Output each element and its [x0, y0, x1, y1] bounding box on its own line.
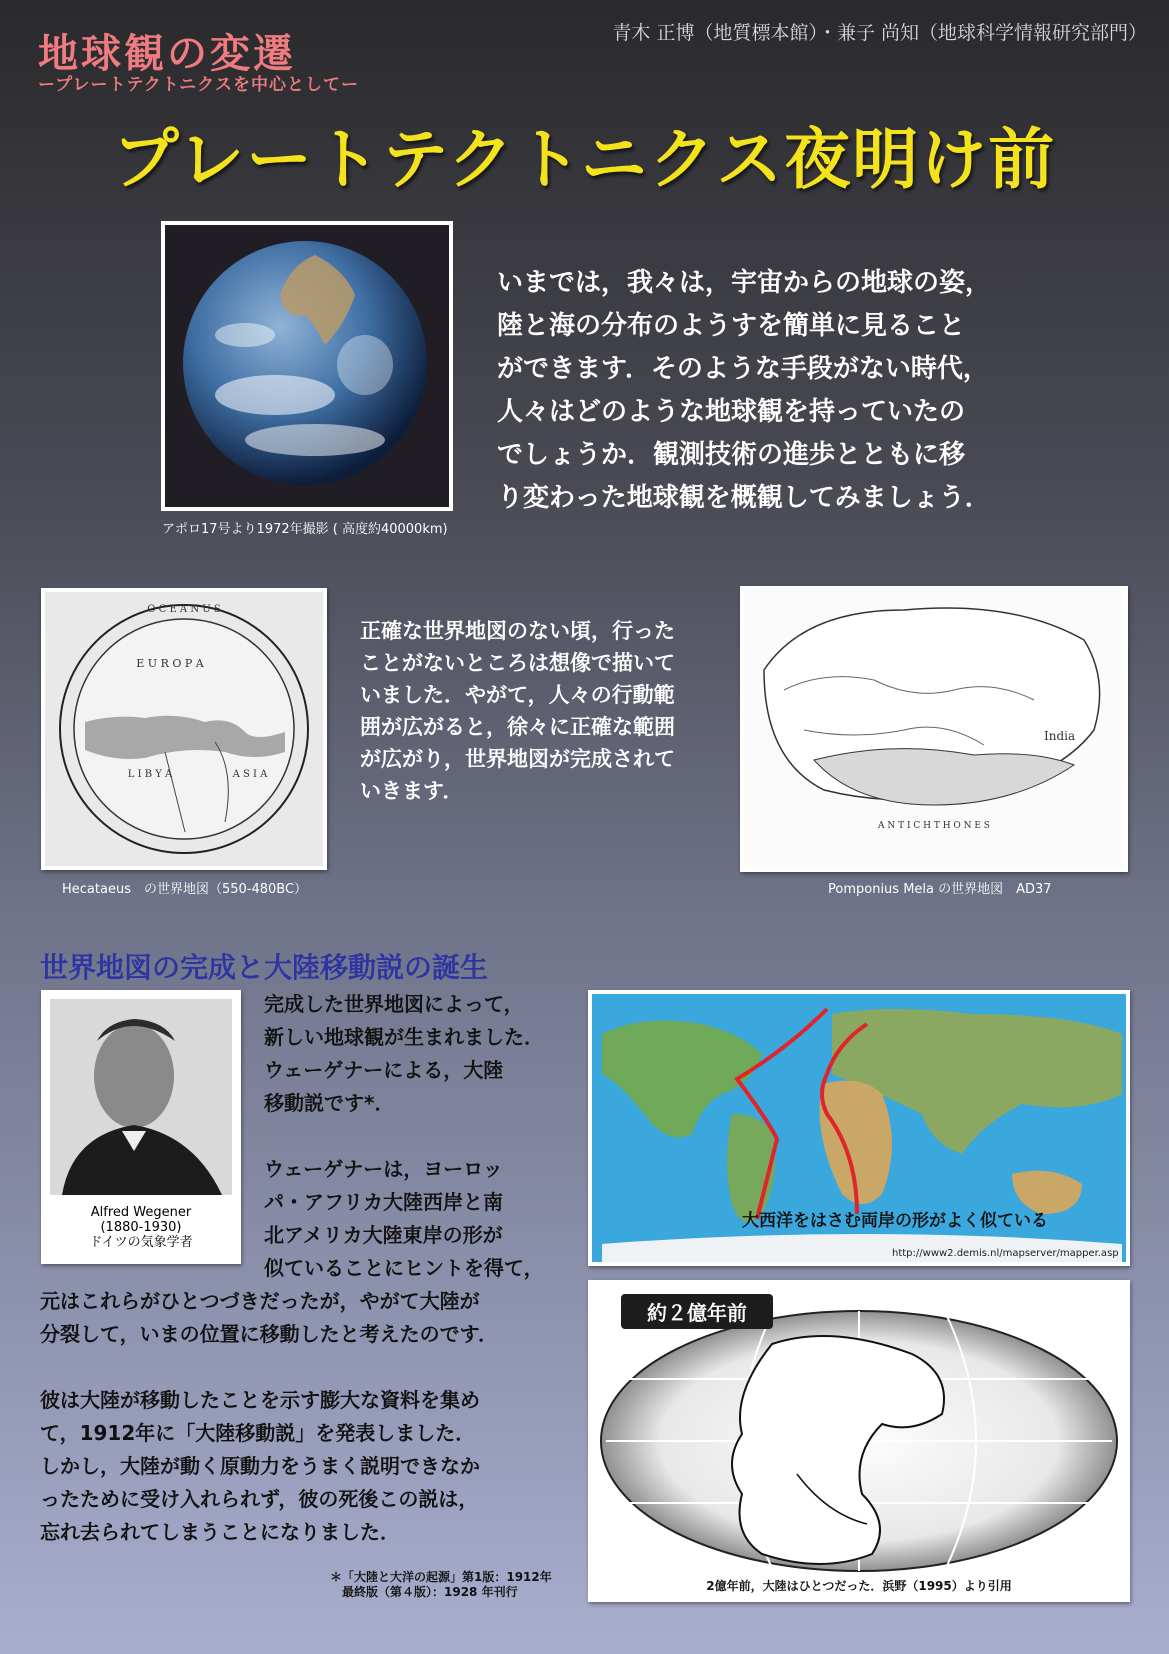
portrait-role: ドイツの気象学者: [89, 1235, 193, 1250]
wegener-line: 似ていることにヒントを得て，: [264, 1256, 544, 1280]
map-history-text: [360, 615, 720, 807]
series-subtitle: ープレートテクトニクスを中心としてー: [38, 75, 359, 95]
authors: 青木 正博（地質標本館）・兼子 尚知（地球科学情報研究部門）: [612, 22, 1147, 44]
map-label-libya: L I B Y A: [127, 769, 173, 780]
footnote-line: 最終版（第４版）：1928 年刊行: [330, 1585, 518, 1599]
portrait-caption: [42, 1205, 240, 1250]
wegener-line: ったために受け入れられず，彼の死後この説は，: [40, 1487, 479, 1511]
wegener-line: しかし，大陸が動く原動力をうまく説明できなか: [40, 1454, 480, 1478]
wegener-line: 忘れ去られてしまうことになりました．: [40, 1520, 400, 1544]
wegener-line: て，1912年に「大陸移動説」を発表しました．: [40, 1421, 476, 1445]
map-text-line: いきます．: [360, 779, 464, 803]
series-title: 地球観の変遷: [38, 31, 296, 77]
footnote: [330, 1570, 552, 1600]
earth-image: [165, 225, 449, 507]
wegener-line: ウェーゲナーは，ヨーロッ: [264, 1157, 503, 1181]
map-label-oceanus: O C E A N U S: [147, 604, 221, 615]
intro-line: り変わった地球観を概観してみましょう．: [497, 483, 991, 513]
pangea-caption: 2億年前，大陸はひとつだった．浜野（1995）より引用: [706, 1579, 1012, 1593]
earth-photo: [161, 221, 453, 511]
wegener-line: 分裂して，いまの位置に移動したと考えたのです．: [40, 1322, 498, 1346]
wegener-portrait: [41, 990, 241, 1264]
intro-line: ができます．そのような手段がない時代，: [497, 354, 989, 384]
wegener-line: 北アメリカ大陸東岸の形が: [264, 1223, 503, 1247]
footnote-line: ＊「大陸と大洋の起源」第1版：1912年: [330, 1570, 552, 1584]
wegener-line: ウェーゲナーによる，大陸: [264, 1058, 504, 1082]
map-text-line: 正確な世界地図のない頃，行った: [360, 619, 675, 643]
world-map-label: 大西洋をはさむ両岸の形がよく似ている: [742, 1211, 1048, 1231]
map-label-antichthones: A N T I C H T H O N E S: [878, 821, 990, 831]
map-text-line: 囲が広がると，徐々に正確な範囲: [360, 715, 675, 739]
map-label-europa: E U R O P A: [136, 657, 204, 670]
mela-map: [740, 586, 1128, 872]
map-text-line: ことがないところは想像で描いて: [360, 651, 675, 675]
earth-caption: アポロ17号より1972年撮影 ( 高度約40000km): [162, 522, 448, 537]
intro-text: [497, 262, 1077, 520]
world-map-source: http://www2.demis.nl/mapserver/mapper.asp: [892, 1248, 1119, 1259]
wegener-photo: [42, 991, 240, 1201]
world-map: [588, 990, 1130, 1266]
hecataeus-map: [41, 588, 327, 870]
portrait-years: (1880-1930): [100, 1220, 182, 1235]
intro-line: いまでは，我々は，宇宙からの地球の姿，: [497, 268, 992, 298]
map-label-asia: A S I A: [232, 769, 268, 780]
wegener-line: 元はこれらがひとつづきだったが，やがて大陸が: [40, 1289, 480, 1313]
pangea-age-tag: 約２億年前: [621, 1294, 773, 1329]
intro-line: 人々はどのような地球観を持っていたの: [497, 397, 966, 427]
intro-line: でしょうか．観測技術の進歩とともに移: [497, 440, 966, 470]
portrait-name: Alfred Wegener: [90, 1205, 192, 1220]
map-text-line: いました．やがて，人々の行動範: [360, 683, 675, 707]
intro-line: 陸と海の分布のようすを簡単に見ること: [497, 311, 966, 341]
mela-map-image: [744, 590, 1124, 868]
section-title: 世界地図の完成と大陸移動説の誕生: [40, 951, 489, 984]
wegener-line: 彼は大陸が移動したことを示す膨大な資料を集め: [40, 1388, 480, 1412]
mela-caption: Pomponius Mela の世界地図 AD37: [828, 882, 1052, 897]
hecataeus-map-image: [45, 592, 323, 866]
map-label-india: India: [1044, 729, 1076, 743]
pangea-map-image: [592, 1284, 1126, 1598]
wegener-line: 新しい地球観が生まれました．: [264, 1025, 544, 1049]
wegener-line: 移動説です*．: [264, 1091, 395, 1115]
wegener-line: 完成した世界地図によって，: [264, 992, 524, 1016]
main-title: プレートテクトニクス夜明け前: [112, 121, 1057, 198]
wegener-line: パ・アフリカ大陸西岸と南: [264, 1190, 503, 1214]
hecataeus-caption: Hecataeus の世界地図（550-480BC）: [62, 882, 308, 897]
world-map-image: [592, 994, 1126, 1262]
map-text-line: が広がり，世界地図が完成されて: [360, 747, 675, 771]
